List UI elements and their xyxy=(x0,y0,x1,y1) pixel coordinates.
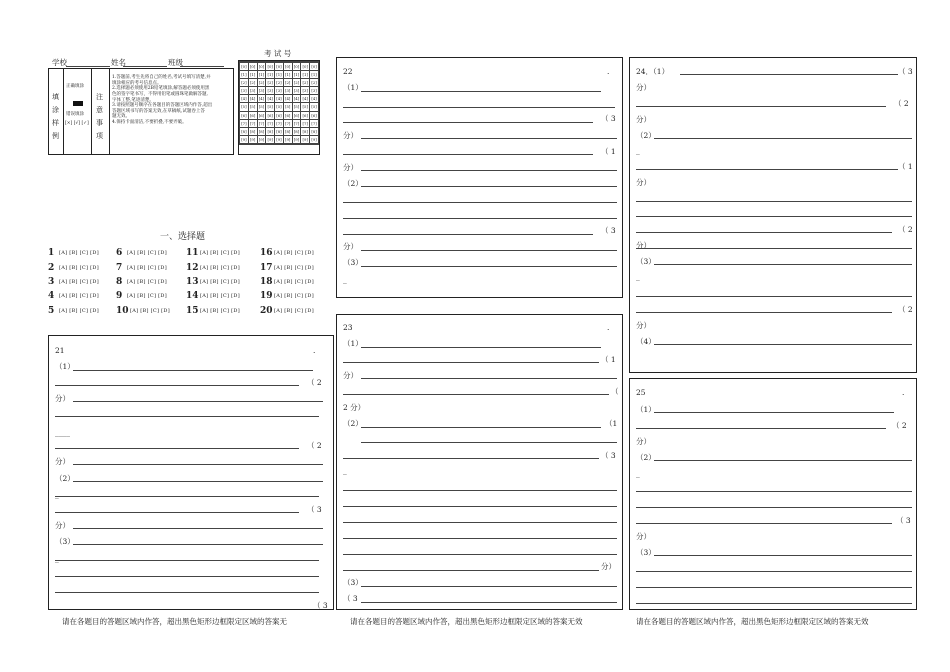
q23-dash: _ xyxy=(343,466,347,475)
choice-options[interactable]: [A] [B] [C] [D] xyxy=(274,265,314,271)
exam-digit-bubble[interactable]: [6] xyxy=(258,112,265,118)
choice-options[interactable]: [A] [B] [C] [D] xyxy=(59,265,99,271)
choice-options[interactable]: [A] [B] [C] [D] xyxy=(127,265,167,271)
exam-digit-bubble[interactable]: [9] xyxy=(241,136,247,142)
exam-digit-bubble[interactable]: [3] xyxy=(293,88,300,94)
choice-options[interactable]: [A] [B] [C] [D] xyxy=(200,308,240,314)
notice-list: 1.答题前,考生先将自己的姓名,考试号填写清楚,并 填涂相应的考号信息点。 2.选择题必须使用2B铅笔填涂,解答题必须使用黑 色的签字笔书写，不得用铅笔或圆珠笔做解答题, 字体工整,笔迹清楚。 3.请按照题号顺序在各题目的答题区域内作答,超出 答题区域书写的答案无效,在草稿纸,试题卷上答 题无效。 4.保持卡面清洁,不要折叠,不要弄破。 xyxy=(112,75,213,125)
q22-dot: . xyxy=(607,67,610,76)
exam-digit-bubble[interactable]: [8] xyxy=(302,128,308,134)
exam-digit-bubble[interactable]: [9] xyxy=(311,136,317,142)
q25-part1-label: （1） xyxy=(636,405,656,414)
q24-dash: _ xyxy=(636,272,640,281)
choice-question-number: 18 xyxy=(260,277,273,287)
q24-part3-label: （3） xyxy=(636,257,656,266)
exam-digit-bubble[interactable]: [5] xyxy=(285,104,291,110)
q22-score: （ 1 xyxy=(601,147,616,156)
exam-digit-bubble[interactable]: [3] xyxy=(258,88,265,94)
exam-digit-bubble[interactable]: [8] xyxy=(258,128,265,134)
exam-digit-bubble[interactable]: [1] xyxy=(241,72,247,78)
q25-score: （ 3 xyxy=(896,516,911,525)
exam-digit-bubble[interactable]: [3] xyxy=(276,88,282,94)
exam-digit-bubble[interactable]: [1] xyxy=(302,72,308,78)
exam-digit-bubble[interactable]: [4] xyxy=(241,96,247,102)
exam-digit-bubble[interactable]: [0] xyxy=(285,64,291,69)
exam-digit-bubble[interactable]: [6] xyxy=(293,112,300,118)
filled-mark-icon xyxy=(73,101,83,106)
exam-digit-bubble[interactable]: [5] xyxy=(311,104,317,110)
choice-options[interactable]: [A] [B] [C] [D] xyxy=(200,250,240,256)
q23-part2-label: （2） xyxy=(343,419,363,428)
exam-digit-bubble[interactable]: [5] xyxy=(302,104,308,110)
q24-score-unit: 分） xyxy=(636,241,651,250)
q21-part2-label: （2） xyxy=(55,474,75,483)
exam-digit-bubble[interactable]: [0] xyxy=(311,64,317,69)
q21-dash: _ xyxy=(55,554,59,563)
choice-options[interactable]: [A] [B] [C] [D] xyxy=(200,293,240,299)
choice-options[interactable]: [A] [B] [C] [D] xyxy=(130,308,170,314)
choice-options[interactable]: [A] [B] [C] [D] xyxy=(200,265,240,271)
q22-score: （ 3 xyxy=(601,226,616,235)
exam-digit-bubble[interactable]: [2] xyxy=(276,80,282,86)
exam-digit-bubble[interactable]: [7] xyxy=(311,120,317,126)
exam-digit-bubble[interactable]: [7] xyxy=(241,120,247,126)
exam-digit-write-cell xyxy=(275,143,284,144)
exam-number-row xyxy=(240,111,319,119)
exam-digit-bubble[interactable]: [4] xyxy=(249,96,256,102)
exam-digit-bubble[interactable]: [8] xyxy=(276,128,282,134)
school-label: 学校 xyxy=(52,58,67,67)
choice-question-number: 11 xyxy=(186,248,199,258)
exam-number-table[interactable] xyxy=(239,61,319,145)
choice-question-number: 4 xyxy=(48,291,55,301)
exam-digit-bubble[interactable]: [6] xyxy=(241,112,247,118)
choice-options[interactable]: [A] [B] [C] [D] xyxy=(59,250,99,256)
exam-digit-bubble[interactable]: [0] xyxy=(302,64,308,69)
choice-options[interactable]: [A] [B] [C] [D] xyxy=(200,279,240,285)
q24-score-unit: 分） xyxy=(636,115,651,124)
class-field[interactable] xyxy=(180,66,224,67)
exam-digit-write-cell xyxy=(257,143,266,144)
exam-digit-bubble[interactable]: [2] xyxy=(293,80,300,86)
q23-score-unit: 分） xyxy=(343,371,358,380)
exam-digit-bubble[interactable]: [2] xyxy=(241,80,247,86)
q22-score-unit: 分） xyxy=(343,131,358,140)
exam-number-row xyxy=(240,127,319,135)
choice-question-number: 12 xyxy=(186,263,199,273)
exam-digit-bubble[interactable]: [4] xyxy=(311,96,317,102)
q23-part3-label: （ 3 xyxy=(343,594,358,603)
q24-score-unit: 分） xyxy=(636,321,651,330)
q22-part2-label: （2） xyxy=(343,179,363,188)
exam-digit-bubble[interactable]: [5] xyxy=(249,104,256,110)
choice-question-number: 1 xyxy=(48,248,55,258)
exam-digit-bubble[interactable]: [0] xyxy=(258,64,265,69)
answer-box-25[interactable] xyxy=(629,378,917,610)
choice-question-number: 5 xyxy=(48,306,55,316)
exam-digit-bubble[interactable]: [9] xyxy=(293,136,300,142)
exam-digit-bubble[interactable]: [9] xyxy=(258,136,265,142)
exam-digit-bubble[interactable]: [6] xyxy=(302,112,308,118)
choice-question-number: 20 xyxy=(260,306,273,316)
choice-options[interactable]: [A] [B] [C] [D] xyxy=(59,293,99,299)
exam-digit-bubble[interactable]: [1] xyxy=(285,72,291,78)
legend-title: 填 涂 样 例 xyxy=(52,93,59,140)
q25-dash: _ xyxy=(636,469,640,478)
notice-title: 注 意 事 项 xyxy=(96,93,103,140)
exam-digit-bubble[interactable]: [9] xyxy=(267,136,273,142)
q23-dot: . xyxy=(607,323,610,332)
correct-label: 正确填涂 xyxy=(66,84,84,89)
exam-number-row xyxy=(240,71,319,79)
exam-digit-write-cell xyxy=(310,143,319,144)
exam-digit-bubble[interactable]: [3] xyxy=(285,88,291,94)
exam-digit-write-cell xyxy=(292,143,301,144)
choice-question-number: 3 xyxy=(48,277,55,287)
q23-score: （1 xyxy=(605,419,618,428)
exam-digit-bubble[interactable]: [8] xyxy=(249,128,256,134)
wrong-label: 错误填涂 xyxy=(66,112,84,117)
q23-part1-label: （1） xyxy=(343,339,363,348)
exam-digit-write-cell xyxy=(240,143,249,144)
exam-digit-bubble[interactable]: [6] xyxy=(276,112,282,118)
exam-number-row xyxy=(240,87,319,95)
choice-question-number: 9 xyxy=(116,291,123,301)
wrong-marks: [×] [√] [✓] xyxy=(65,121,89,126)
q22-part1-label: （1） xyxy=(343,83,363,92)
class-label: 班级 xyxy=(168,58,183,67)
exam-digit-bubble[interactable]: [8] xyxy=(241,128,247,134)
exam-digit-bubble[interactable]: [4] xyxy=(293,96,300,102)
exam-digit-write-cell xyxy=(301,143,310,144)
q21-part3-label: （3） xyxy=(55,537,75,546)
q22-score-unit: 分） xyxy=(343,163,358,172)
exam-digit-bubble[interactable]: [3] xyxy=(311,88,317,94)
choice-title: 一、选择题 xyxy=(160,232,206,242)
exam-digit-bubble[interactable]: [1] xyxy=(267,72,273,78)
exam-digit-bubble[interactable]: [7] xyxy=(267,120,273,126)
choice-options[interactable]: [A] [B] [C] [D] xyxy=(127,250,167,256)
exam-digit-bubble[interactable]: [9] xyxy=(276,136,282,142)
exam-digit-bubble[interactable]: [8] xyxy=(285,128,291,134)
q21-score: （ 3 xyxy=(307,505,322,514)
q21-score-unit: 分） xyxy=(55,521,70,530)
exam-digit-bubble[interactable]: [1] xyxy=(293,72,300,78)
choice-options[interactable]: [A] [B] [C] [D] xyxy=(274,293,314,299)
exam-digit-bubble[interactable]: [5] xyxy=(293,104,300,110)
exam-digit-bubble[interactable]: [2] xyxy=(285,80,291,86)
footer-left: 请在各题目的答题区域内作答，超出黑色矩形边框限定区域的答案无 xyxy=(62,617,287,626)
q21-dash: ____ xyxy=(55,428,70,437)
q21-score: （ 2 xyxy=(307,441,322,450)
q24-score: （ 2 xyxy=(898,305,913,314)
q23-score-unit: 2 分） xyxy=(343,403,366,412)
q23-score: （ 1 xyxy=(601,355,616,364)
q24-score-unit: 分） xyxy=(636,83,651,92)
q21-score-unit: 分） xyxy=(55,457,70,466)
exam-digit-write-cell xyxy=(283,143,292,144)
exam-digit-bubble[interactable]: [8] xyxy=(267,128,273,134)
exam-digit-write-cell xyxy=(266,143,275,144)
exam-digit-bubble[interactable]: [8] xyxy=(311,128,317,134)
exam-digit-bubble[interactable]: [3] xyxy=(302,88,308,94)
q24-score: （ 1 xyxy=(898,162,913,171)
choice-question-number: 17 xyxy=(260,263,273,273)
choice-question-number: 10 xyxy=(116,306,129,316)
exam-digit-bubble[interactable]: [7] xyxy=(276,120,282,126)
name-label: 姓名 xyxy=(111,58,126,67)
choice-options[interactable]: [A] [B] [C] [D] xyxy=(127,279,167,285)
exam-digit-bubble[interactable]: [3] xyxy=(249,88,256,94)
exam-digit-bubble[interactable]: [7] xyxy=(249,120,256,126)
footer-middle: 请在各题目的答题区域内作答，超出黑色矩形边框限定区域的答案无效 xyxy=(350,617,583,626)
exam-digit-bubble[interactable]: [1] xyxy=(249,72,256,78)
exam-digit-bubble[interactable]: [5] xyxy=(267,104,273,110)
choice-question-number: 14 xyxy=(186,291,199,301)
q23-score: 分） xyxy=(601,562,616,571)
exam-digit-bubble[interactable]: [3] xyxy=(241,88,247,94)
q22-number: 22 xyxy=(343,67,353,76)
exam-number-row xyxy=(240,95,319,103)
q22-dash: _ xyxy=(343,194,347,203)
exam-digit-write-cell xyxy=(248,143,257,144)
exam-digit-bubble[interactable]: [0] xyxy=(293,64,300,69)
footer-right: 请在各题目的答题区域内作答，超出黑色矩形边框限定区域的答案无效 xyxy=(636,617,869,626)
q24-score: （ 3 xyxy=(898,67,913,76)
q25-part2-label: （2） xyxy=(636,453,656,462)
choice-question-number: 7 xyxy=(116,263,123,273)
exam-digit-bubble[interactable]: [1] xyxy=(276,72,282,78)
q24-part2-label: （2） xyxy=(636,131,656,140)
q21-score: （ 3 xyxy=(313,601,328,610)
q25-score: （ 2 xyxy=(892,421,907,430)
q25-score-unit: 分） xyxy=(636,532,651,541)
choice-options[interactable]: [A] [B] [C] [D] xyxy=(274,279,314,285)
q23-score: （ 3 xyxy=(601,451,616,460)
exam-number-row xyxy=(240,103,319,111)
answer-box-24[interactable] xyxy=(629,57,917,373)
q22-score: （ 3 xyxy=(601,114,616,123)
exam-digit-bubble[interactable]: [6] xyxy=(285,112,291,118)
exam-digit-bubble[interactable]: [4] xyxy=(267,96,273,102)
q21-score: （ 2 xyxy=(307,378,322,387)
exam-digit-bubble[interactable]: [5] xyxy=(276,104,282,110)
choice-options[interactable]: [A] [B] [C] [D] xyxy=(59,308,99,314)
exam-digit-bubble[interactable]: [7] xyxy=(258,120,265,126)
exam-no-title: 考 试 号 xyxy=(264,49,292,58)
q24-part4-label: （4） xyxy=(636,337,656,346)
q22-part3-label: （3） xyxy=(343,258,363,267)
exam-digit-bubble[interactable]: [2] xyxy=(258,80,265,86)
choice-question-number: 8 xyxy=(116,277,123,287)
exam-digit-bubble[interactable]: [2] xyxy=(267,80,273,86)
choice-options[interactable]: [A] [B] [C] [D] xyxy=(127,293,167,299)
q21-number: 21 xyxy=(55,346,65,355)
q21-score-unit: 分） xyxy=(55,394,70,403)
exam-digit-bubble[interactable]: [2] xyxy=(311,80,317,86)
q24-score-unit: 分） xyxy=(636,178,651,187)
exam-digit-bubble[interactable]: [1] xyxy=(258,72,265,78)
exam-digit-bubble[interactable]: [7] xyxy=(285,120,291,126)
name-field[interactable] xyxy=(123,66,167,67)
exam-digit-bubble[interactable]: [4] xyxy=(276,96,282,102)
exam-digit-bubble[interactable]: [6] xyxy=(311,112,317,118)
choice-question-number: 19 xyxy=(260,291,273,301)
choice-question-number: 13 xyxy=(186,277,199,287)
exam-digit-bubble[interactable]: [0] xyxy=(276,64,282,69)
q25-dot: . xyxy=(902,388,905,397)
choice-options[interactable]: [A] [B] [C] [D] xyxy=(59,279,99,285)
exam-digit-bubble[interactable]: [0] xyxy=(267,64,273,69)
q23-number: 23 xyxy=(343,323,353,332)
legend-notice-box xyxy=(48,68,234,155)
choice-question-number: 16 xyxy=(260,248,273,258)
q24-number: 24．（1） xyxy=(636,67,670,76)
exam-number-row xyxy=(240,143,319,144)
choice-question-number: 15 xyxy=(186,306,199,316)
exam-digit-bubble[interactable]: [4] xyxy=(285,96,291,102)
exam-digit-bubble[interactable]: [0] xyxy=(249,64,256,69)
exam-digit-bubble[interactable]: [4] xyxy=(258,96,265,102)
exam-digit-bubble[interactable]: [9] xyxy=(302,136,308,142)
q22-dash: _ xyxy=(343,275,347,284)
exam-digit-bubble[interactable]: [5] xyxy=(258,104,265,110)
exam-number-row xyxy=(240,79,319,87)
exam-digit-bubble[interactable]: [5] xyxy=(241,104,247,110)
exam-digit-bubble[interactable]: [7] xyxy=(293,120,300,126)
exam-digit-bubble[interactable]: [9] xyxy=(249,136,256,142)
exam-digit-bubble[interactable]: [1] xyxy=(311,72,317,78)
exam-number-row xyxy=(240,63,319,71)
exam-digit-bubble[interactable]: [6] xyxy=(267,112,273,118)
q23-score: （ xyxy=(611,387,619,396)
q24-score: （ 2 xyxy=(894,99,909,108)
q25-number: 25 xyxy=(636,388,646,397)
q25-part3-label: （3） xyxy=(636,548,656,557)
choice-question-number: 2 xyxy=(48,263,55,273)
q21-dash: _ xyxy=(55,490,59,499)
exam-number-row xyxy=(240,135,319,143)
exam-digit-bubble[interactable]: [3] xyxy=(267,88,273,94)
q21-dot: . xyxy=(313,346,316,355)
exam-digit-bubble[interactable]: [2] xyxy=(249,80,256,86)
exam-number-grid[interactable] xyxy=(238,60,320,155)
q25-dash: _ xyxy=(636,563,640,572)
q24-score: （ 2 xyxy=(898,225,913,234)
answer-box-22[interactable] xyxy=(336,57,623,298)
choice-question-number: 6 xyxy=(116,248,123,258)
exam-digit-bubble[interactable]: [7] xyxy=(302,120,308,126)
exam-digit-bubble[interactable]: [4] xyxy=(302,96,308,102)
exam-digit-bubble[interactable]: [0] xyxy=(241,64,247,69)
q21-part1-label: （1） xyxy=(55,362,75,371)
exam-digit-bubble[interactable]: [2] xyxy=(302,80,308,86)
answer-box-21[interactable] xyxy=(48,335,334,610)
exam-digit-bubble[interactable]: [6] xyxy=(249,112,256,118)
exam-number-row xyxy=(240,119,319,127)
exam-digit-bubble[interactable]: [8] xyxy=(293,128,300,134)
exam-digit-bubble[interactable]: [9] xyxy=(285,136,291,142)
answer-box-23[interactable] xyxy=(336,314,623,610)
q22-score-unit: 分） xyxy=(343,242,358,251)
school-field[interactable] xyxy=(66,66,110,67)
q25-score-unit: 分） xyxy=(636,437,651,446)
choice-options[interactable]: [A] [B] [C] [D] xyxy=(274,250,314,256)
choice-options[interactable]: [A] [B] [C] [D] xyxy=(274,308,314,314)
q24-dash: _ xyxy=(636,146,640,155)
q23-score-unit: （3） xyxy=(343,578,363,587)
